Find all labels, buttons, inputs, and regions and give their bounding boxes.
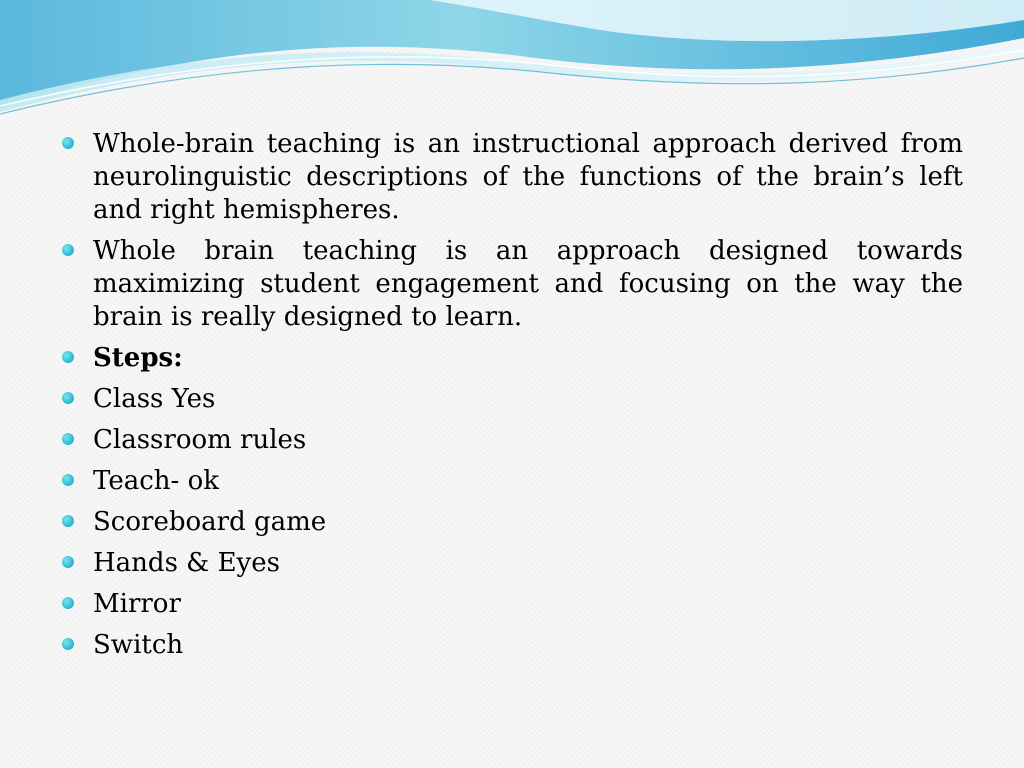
bullet-text: Teach- ok — [93, 466, 219, 496]
bullet-dot-icon — [62, 515, 74, 527]
bullet-item — [60, 383, 963, 416]
bullet-item — [60, 465, 963, 498]
bullet-text: Class Yes — [93, 384, 216, 414]
bullet-text: Classroom rules — [93, 425, 307, 455]
bullet-item — [60, 342, 963, 375]
bullet-dot-icon — [62, 137, 74, 149]
bullet-dot-icon — [62, 392, 74, 404]
bullet-dot-icon — [62, 556, 74, 568]
bullet-item — [60, 629, 963, 662]
bullet-text: Switch — [93, 630, 184, 660]
bullet-dot-icon — [62, 638, 74, 650]
bullet-dot-icon — [62, 474, 74, 486]
bullet-item — [60, 588, 963, 621]
wave-header-decoration — [0, 0, 1024, 120]
bullet-item — [60, 128, 963, 227]
bullet-text: Whole-brain teaching is an instructional approach derived from neurolinguistic descriptions of the functions of the brain’s left and right hemispheres. — [93, 129, 963, 225]
bullet-text: Scoreboard game — [93, 507, 327, 537]
bullet-item — [60, 235, 963, 334]
bullet-dot-icon — [62, 433, 74, 445]
bullet-dot-icon — [62, 351, 74, 363]
bullet-list — [60, 128, 963, 662]
bullet-text: Whole brain teaching is an approach designed towards maximizing student engagement and focusing on the way the brain is really designed to learn. — [93, 236, 963, 332]
bullet-dot-icon — [62, 244, 74, 256]
bullet-item — [60, 424, 963, 457]
bullet-text: Mirror — [93, 589, 181, 619]
bullet-item — [60, 547, 963, 580]
slide-content — [60, 128, 963, 670]
bullet-dot-icon — [62, 597, 74, 609]
bullet-item — [60, 506, 963, 539]
bullet-text: Hands & Eyes — [93, 548, 280, 578]
bullet-text: Steps: — [93, 343, 183, 373]
